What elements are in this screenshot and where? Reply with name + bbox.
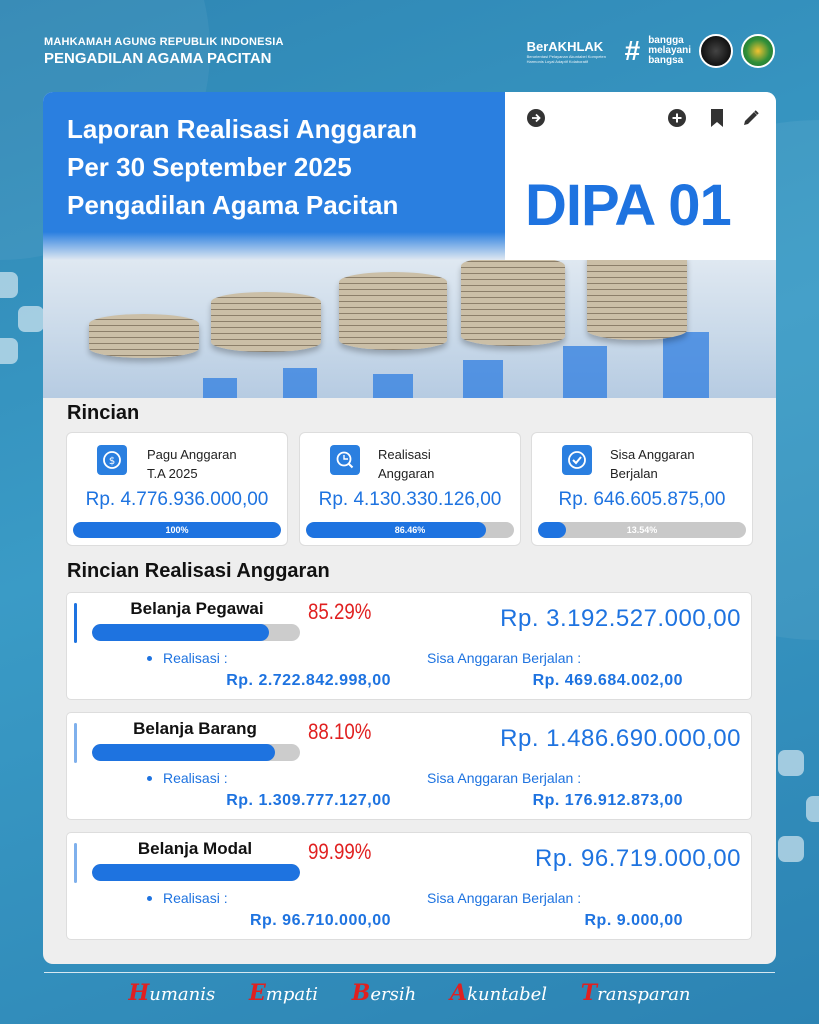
value-word — [351, 980, 417, 1006]
berakhlak-text: BerAKHLAK — [526, 38, 604, 54]
accent-bar — [74, 843, 77, 883]
summary-label-line: T.A 2025 — [147, 466, 198, 481]
detail-name: Belanja Modal — [137, 839, 253, 858]
rincian-heading: Rincian — [67, 402, 140, 424]
core-values-footer — [0, 980, 819, 1006]
summary-card-pagu — [66, 432, 288, 546]
value-rest: umanis — [149, 984, 216, 1005]
sisa-value: Rp. 176.912.873,00 — [532, 792, 683, 809]
bookmark-icon[interactable] — [706, 108, 728, 130]
accent-bar — [74, 603, 77, 643]
detail-name: Belanja Barang — [133, 719, 257, 738]
summary-label — [147, 445, 237, 483]
hashtag-icon: # — [624, 35, 641, 66]
bullet-icon — [147, 656, 152, 661]
photo-bar — [373, 374, 413, 398]
slogan-line: bangsa — [648, 55, 684, 66]
report-title — [67, 110, 417, 224]
value-word — [128, 980, 216, 1006]
bg-dot — [778, 836, 804, 862]
summary-value: Rp. 4.776.936.000,00 — [85, 489, 269, 510]
court-logo-icon — [741, 34, 775, 68]
value-initial: E — [248, 980, 266, 1006]
bg-dot — [778, 750, 804, 776]
detail-percent: 99.99% — [308, 839, 372, 864]
detail-heading: Rincian Realisasi Anggaran — [67, 560, 330, 582]
detail-total: Rp. 96.719.000,00 — [535, 845, 741, 872]
summary-label-line: Pagu Anggaran — [147, 447, 237, 462]
progress-fill — [92, 624, 269, 641]
value-rest: mpati — [265, 984, 319, 1005]
pencil-icon[interactable] — [740, 108, 762, 130]
coin-stack — [211, 292, 321, 352]
berakhlak-subtext: Berorientasi Pelayanan Akuntabel Kompeten Harmonis Loyal Adaptif Kolaboratif — [526, 53, 606, 64]
berakhlak-logo — [527, 39, 617, 64]
dipa-badge: DIPA 01 — [525, 173, 731, 238]
footer-divider — [44, 972, 775, 973]
coin-stack — [339, 272, 447, 350]
report-card — [43, 92, 776, 964]
accent-bar — [74, 723, 77, 763]
title-line: Pengadilan Agama Pacitan — [67, 190, 399, 220]
realisasi-label: Realisasi : — [163, 770, 228, 786]
realisasi-label: Realisasi : — [163, 890, 228, 906]
detail-card-modal — [66, 832, 752, 940]
value-rest: ransparan — [597, 984, 691, 1005]
summary-card-realisasi — [299, 432, 521, 546]
plus-circle-icon[interactable] — [666, 108, 688, 130]
value-initial: B — [351, 980, 371, 1006]
search-chart-icon — [330, 445, 360, 475]
detail-card-barang — [66, 712, 752, 820]
arrow-right-circle-icon[interactable] — [525, 108, 547, 130]
sisa-label: Sisa Anggaran Berjalan : — [427, 890, 582, 906]
value-word — [449, 980, 548, 1006]
summary-card-sisa — [531, 432, 753, 546]
photo-bar — [663, 332, 709, 398]
bullet-icon — [147, 776, 152, 781]
title-line: Per 30 September 2025 — [67, 152, 352, 182]
progress-label: 13.54% — [626, 525, 658, 535]
photo-bar — [463, 360, 503, 398]
coin-stack — [587, 248, 687, 340]
slogan — [648, 36, 691, 66]
summary-label-line: Anggaran — [378, 466, 435, 481]
bg-dot — [806, 796, 819, 822]
photo-bar — [283, 368, 317, 398]
slogan-line: bangga — [648, 35, 684, 46]
value-rest: ersih — [370, 984, 417, 1005]
sisa-label: Sisa Anggaran Berjalan : — [427, 650, 582, 666]
detail-card-pegawai — [66, 592, 752, 700]
seal-logo-icon — [699, 34, 733, 68]
detail-name: Belanja Pegawai — [130, 599, 264, 618]
sisa-label: Sisa Anggaran Berjalan : — [427, 770, 582, 786]
summary-label — [610, 445, 695, 483]
hero-fade — [43, 232, 505, 260]
org-line-1: MAHKAMAH AGUNG REPUBLIK INDONESIA — [44, 36, 284, 48]
detail-progress-bar — [92, 744, 300, 761]
progress-label: 86.46% — [394, 525, 426, 535]
realisasi-label: Realisasi : — [163, 650, 228, 666]
coin-stack — [461, 256, 565, 346]
bg-dot — [0, 338, 18, 364]
summary-label-line: Sisa Anggaran — [610, 447, 695, 462]
bg-dot — [18, 306, 44, 332]
progress-fill — [92, 864, 300, 881]
svg-text:$: $ — [108, 456, 116, 467]
summary-progress-bar — [73, 522, 281, 538]
toolbar — [525, 108, 762, 132]
org-line-2: PENGADILAN AGAMA PACITAN — [44, 50, 272, 67]
money-cycle-icon — [97, 445, 127, 475]
detail-progress-bar — [92, 624, 300, 641]
summary-value: Rp. 646.605.875,00 — [558, 489, 726, 510]
bullet-icon — [147, 896, 152, 901]
realisasi-value: Rp. 96.710.000,00 — [249, 912, 391, 929]
detail-percent: 88.10% — [308, 719, 372, 744]
value-rest: kuntabel — [467, 984, 548, 1005]
summary-value: Rp. 4.130.330.126,00 — [318, 489, 502, 510]
value-initial: A — [449, 980, 468, 1006]
hero-badge-panel — [505, 92, 776, 260]
summary-label-line: Berjalan — [610, 466, 658, 481]
value-initial: T — [580, 980, 598, 1006]
coins-chart-photo — [43, 260, 776, 398]
brand-logos — [527, 34, 775, 68]
sisa-value: Rp. 9.000,00 — [584, 912, 683, 929]
value-word — [248, 980, 319, 1006]
coin-stack — [89, 314, 199, 358]
photo-bar — [203, 378, 237, 398]
detail-total: Rp. 3.192.527.000,00 — [500, 605, 741, 632]
detail-total: Rp. 1.486.690.000,00 — [500, 725, 741, 752]
hero-banner — [43, 92, 776, 398]
photo-bar — [563, 346, 607, 398]
progress-fill — [92, 744, 275, 761]
slogan-line: melayani — [648, 45, 691, 56]
summary-label — [378, 445, 434, 483]
value-word — [580, 980, 691, 1006]
summary-progress-bar — [538, 522, 746, 538]
realisasi-value: Rp. 1.309.777.127,00 — [226, 792, 391, 809]
realisasi-value: Rp. 2.722.842.998,00 — [226, 672, 391, 689]
detail-percent: 85.29% — [308, 599, 372, 624]
detail-progress-bar — [92, 864, 300, 881]
bg-dot — [0, 272, 18, 298]
top-header — [44, 36, 775, 76]
progress-label: 100% — [165, 525, 189, 535]
sisa-value: Rp. 469.684.002,00 — [532, 672, 683, 689]
check-sparkle-icon — [562, 445, 592, 475]
value-initial: H — [128, 980, 150, 1006]
title-line: Laporan Realisasi Anggaran — [67, 114, 418, 144]
summary-progress-bar — [306, 522, 514, 538]
summary-label-line: Realisasi — [378, 447, 431, 462]
